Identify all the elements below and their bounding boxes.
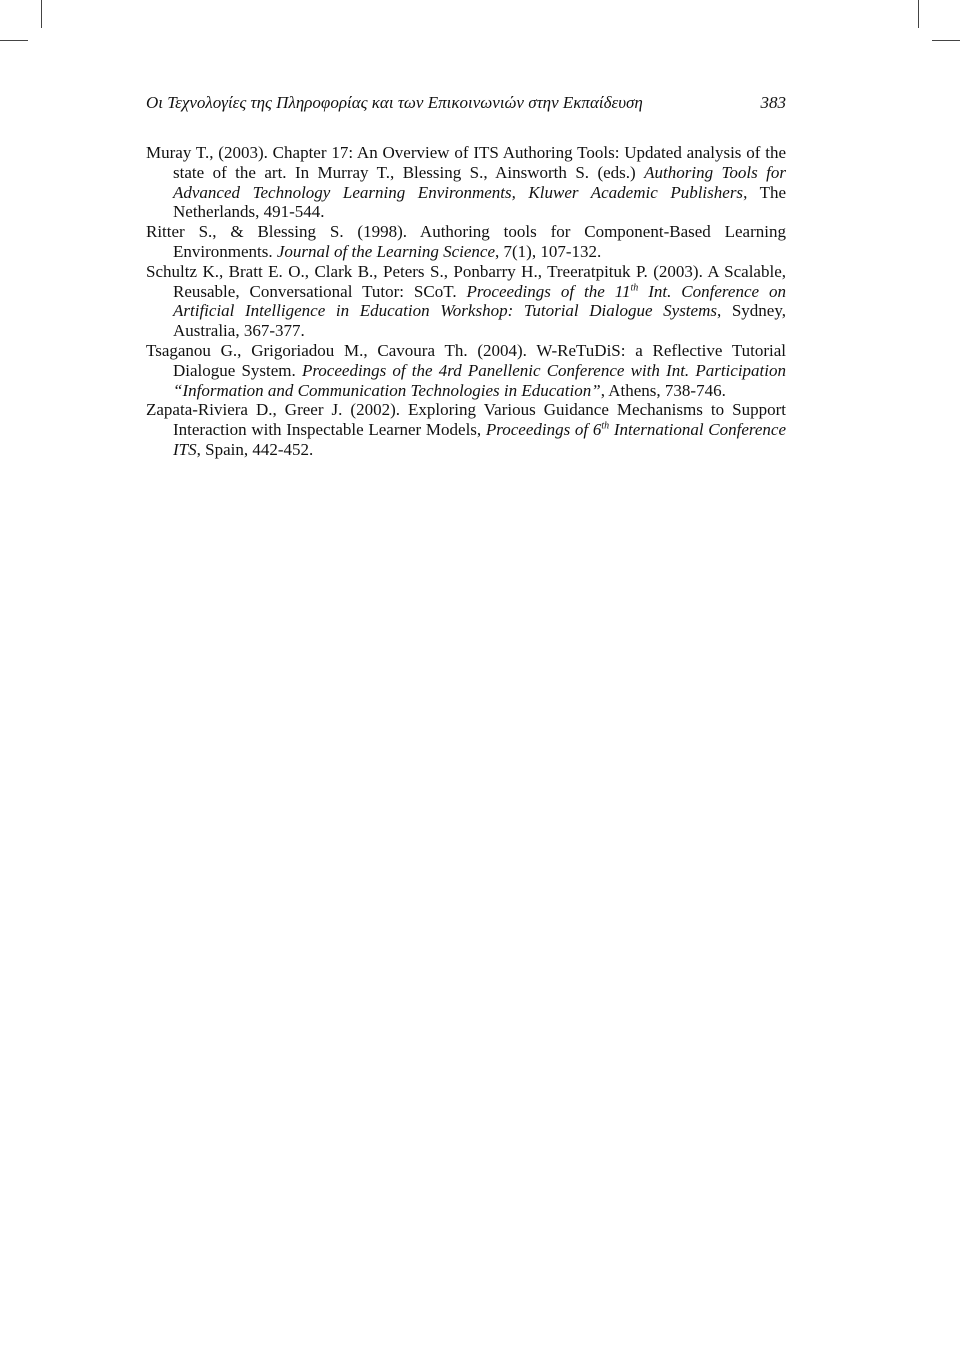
page-number: 383 <box>760 93 786 112</box>
crop-mark-top-right-vertical <box>918 0 919 28</box>
header-title: Οι Τεχνολογίες της Πληροφορίας και των Επικοινωνιών στην Εκπαίδευση <box>146 93 643 112</box>
reference-item: Zapata-Riviera D., Greer J. (2002). Exploring Various Guidance Mechanisms to Support Interaction with Inspectable Learner Models, Proceedings of 6th International Conference ITS, Spain, 442-452. <box>146 400 786 459</box>
reference-item: Muray T., (2003). Chapter 17: An Overview of ITS Authoring Tools: Updated analysis of the state of the art. In Murray T., Blessing S., Ainsworth S. (eds.) Authoring Tools for Advanced Technology Learning Environments, Kluwer Academic Publishers, The Netherlands, 491-544. <box>146 143 786 222</box>
crop-mark-top-left-vertical <box>41 0 42 28</box>
running-header <box>146 93 786 117</box>
reference-item: Schultz K., Bratt E. O., Clark B., Peters S., Ponbarry H., Treeratpituk P. (2003). A Scalable, Reusable, Conversational Tutor: SCoT. Proceedings of the 11th Int. Conference on Artificial Intelligence in Education Workshop: Tutorial Dialogue Systems, Sydney, Australia, 367-377. <box>146 261 786 341</box>
crop-mark-top-left-horizontal <box>0 40 28 41</box>
reference-list <box>146 143 786 460</box>
reference-item: Tsaganou G., Grigoriadou M., Cavoura Th. (2004). W-ReTuDiS: a Reflective Tutorial Dialogue System. Proceedings of the 4rd Panellenic Conference with Int. Participation “Information and Communication Technologies in Education”, Athens, 738-746. <box>146 340 786 400</box>
reference-item: Ritter S., & Blessing S. (1998). Authoring tools for Component-Based Learning Environments. Journal of the Learning Science, 7(1), 107-132. <box>146 222 786 261</box>
crop-mark-top-right-horizontal <box>932 40 960 41</box>
